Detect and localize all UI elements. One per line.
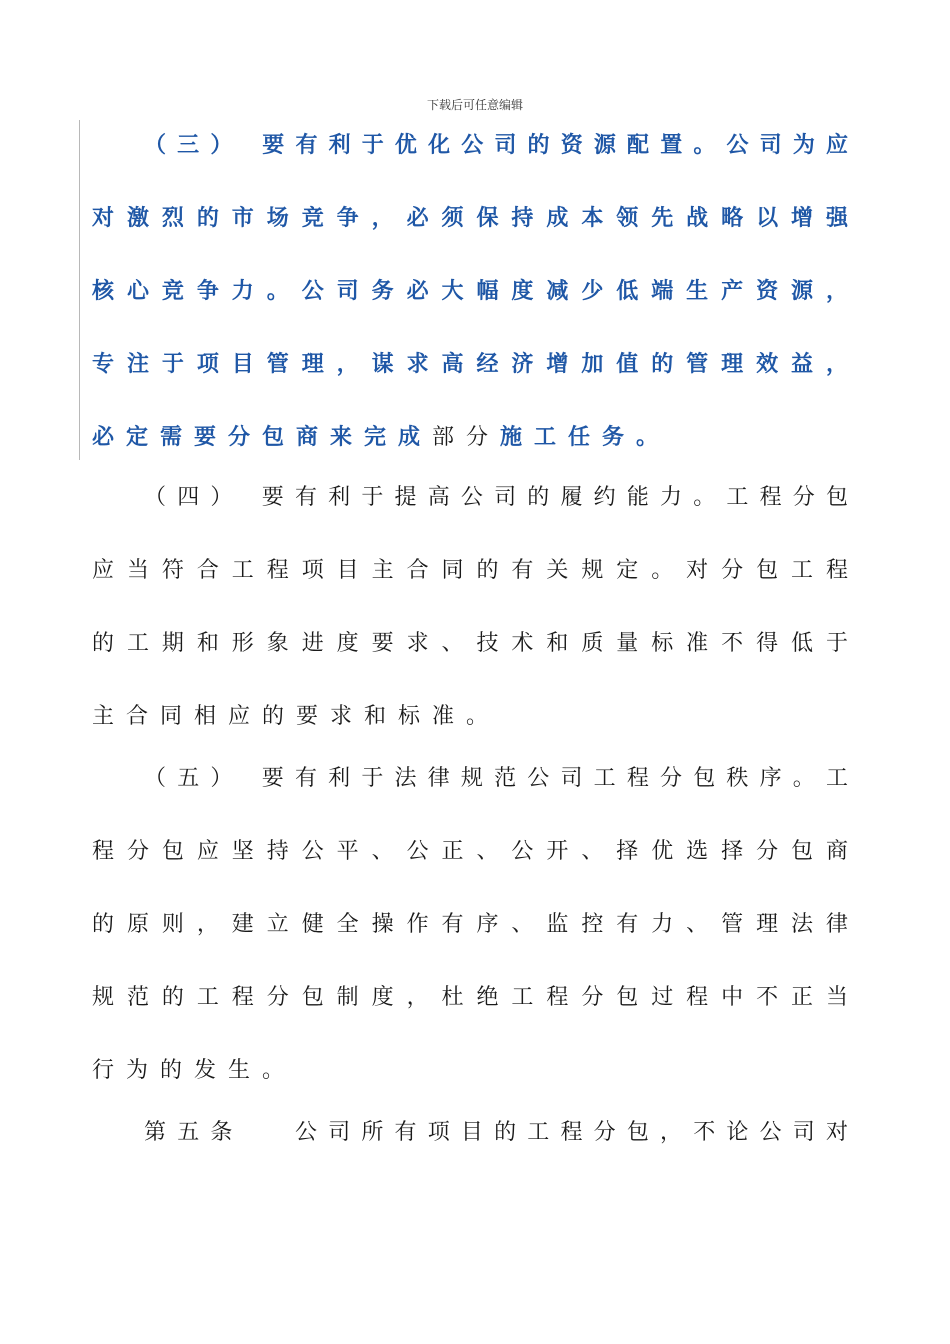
section5-line-1: （五） 要有利于法律规范公司工程分包秩序。工 bbox=[144, 766, 848, 791]
section3-line-4: 专注于项目管理，谋求高经济增加值的管理效益， bbox=[92, 351, 848, 377]
section3-last-part2: 部分 bbox=[432, 425, 501, 450]
section4-line-4: 主合同相应的要求和标准。 bbox=[92, 704, 501, 729]
section3-line-1: （三） 要有利于优化公司的资源配置。公司为应 bbox=[144, 132, 848, 158]
article5-line-1: 第五条 公司所有项目的工程分包，不论公司对 bbox=[144, 1120, 848, 1145]
section4-line-2: 应当符合工程项目主合同的有关规定。对分包工程 bbox=[92, 558, 848, 583]
section4-line-3: 的工期和形象进度要求、技术和质量标准不得低于 bbox=[92, 631, 848, 656]
margin-rule bbox=[79, 120, 80, 460]
section3-last-part3: 施工任务。 bbox=[500, 424, 671, 450]
page-header-note: 下载后可任意编辑 bbox=[426, 98, 523, 112]
section3-last-part1: 必定需要分包商来完成 bbox=[92, 424, 433, 450]
section3-line-3: 核心竞争力。公司务必大幅度减少低端生产资源， bbox=[92, 278, 848, 304]
section3-line-5 bbox=[92, 417, 848, 457]
section5-line-4: 规范的工程分包制度，杜绝工程分包过程中不正当 bbox=[92, 985, 848, 1010]
section5-line-2: 程分包应坚持公平、公正、公开、择优选择分包商 bbox=[92, 839, 848, 864]
section5-line-5: 行为的发生。 bbox=[92, 1058, 297, 1083]
section5-line-3: 的原则，建立健全操作有序、监控有力、管理法律 bbox=[92, 912, 848, 937]
section4-line-1: （四） 要有利于提高公司的履约能力。工程分包 bbox=[144, 485, 848, 510]
section3-line-2: 对激烈的市场竞争，必须保持成本领先战略以增强 bbox=[92, 205, 848, 231]
